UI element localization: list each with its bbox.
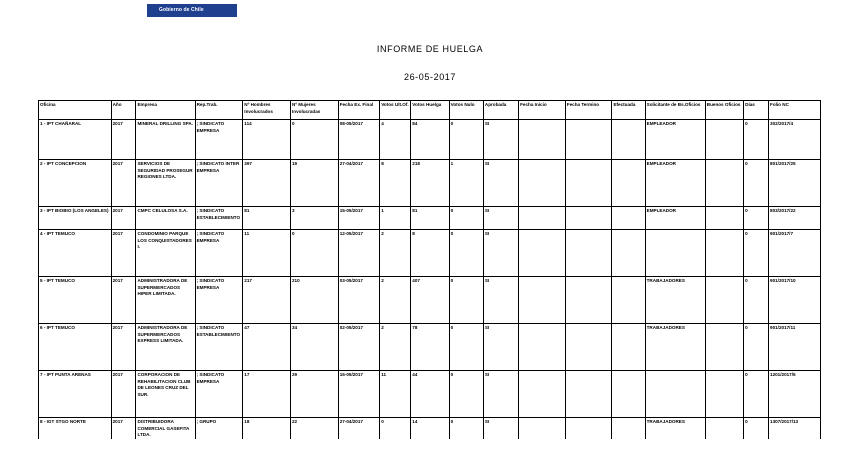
col-header-solicitante: Solicitante de Bs.Oficios [645,101,705,120]
cell-votos-huelga: 218 [411,160,449,207]
cell-oficina: 3 - IPT BIOBIO (LOS ANGELES) [39,207,112,230]
cell-folio-nc: 901/2017/11 [769,324,821,371]
cell-mujeres: 210 [291,277,339,324]
cell-solicitante: TRABAJADORES [645,418,705,439]
cell-fecha-ex-final: 03-05/2017 [338,277,379,324]
cell-anio: 2017 [111,160,136,207]
cell-empresa: CONDOMINIO PARQUE LOS CONQUISTADORES I. [136,230,195,277]
cell-rep-trab: ; SINDICATO ESTABLECIMIENTO [195,207,243,230]
cell-fecha-termino [565,371,612,418]
cell-efectuada [612,230,645,277]
col-header-fecha-ex-final: Fecha Ex. Final [338,101,379,120]
cell-buenos-oficios [705,418,743,439]
cell-aprobada: SI [483,324,518,371]
cell-solicitante [645,371,705,418]
cell-votos-ult-of: 8 [380,160,411,207]
cell-votos-ult-of: 4 [380,120,411,160]
cell-folio-nc: 1307/2017/13 [769,418,821,439]
report-date: 26-05-2017 [403,72,457,82]
cell-votos-huelga: 81 [411,207,449,230]
cell-efectuada [612,207,645,230]
col-header-mujeres: Nº Mujeres Involucradas [291,101,339,120]
cell-mujeres: 22 [291,418,339,439]
cell-votos-ult-of: 2 [380,324,411,371]
cell-mujeres: 29 [291,371,339,418]
col-header-votos-huelga: Votos Huelga [411,101,449,120]
table-row [39,207,821,230]
col-header-aprobada: Aprobada [483,101,518,120]
cell-fecha-inicio [519,160,566,207]
cell-folio-nc: 901/2017/10 [769,277,821,324]
col-header-fecha-inicio: Fecha Inicio [519,101,566,120]
col-header-dias: Días [744,101,769,120]
cell-oficina: 8 - IGT STGO NORTE [39,418,112,439]
cell-efectuada [612,160,645,207]
col-header-fecha-termino: Fecha Termino [565,101,612,120]
cell-solicitante: EMPLEADOR [645,120,705,160]
cell-dias: 0 [744,277,769,324]
table-row [39,371,821,418]
table-row [39,324,821,371]
logo-text: Gobierno de Chile [159,7,204,13]
cell-efectuada [612,120,645,160]
cell-folio-nc: 302/2017/4 [769,120,821,160]
cell-empresa: DISTRIBUIDORA COMERCIAL GASEFITA LTDA. [136,418,195,439]
table-row [39,160,821,207]
cell-anio: 2017 [111,418,136,439]
table-row [39,230,821,277]
cell-fecha-termino [565,207,612,230]
cell-oficina: 1 - IPT CHAÑARAL [39,120,112,160]
cell-rep-trab: ; SINDICATO EMPRESA [195,230,243,277]
strike-report-table [38,100,821,439]
report-title: INFORME DE HUELGA [376,44,484,54]
cell-aprobada: SI [483,277,518,324]
cell-hombres: 18 [243,418,291,439]
cell-efectuada [612,371,645,418]
cell-hombres: 217 [243,277,291,324]
col-header-empresa: Empresa [136,101,195,120]
cell-aprobada: SI [483,160,518,207]
cell-oficina: 4 - IPT TEMUCO [39,230,112,277]
cell-aprobada: SI [483,230,518,277]
cell-mujeres: 3 [291,207,339,230]
cell-fecha-ex-final: 12-05/2017 [338,230,379,277]
cell-efectuada [612,324,645,371]
cell-rep-trab: ; SINDICATO INTER EMPRESA [195,160,243,207]
cell-fecha-inicio [519,277,566,324]
cell-fecha-inicio [519,207,566,230]
cell-anio: 2017 [111,120,136,160]
cell-dias: 0 [744,207,769,230]
cell-buenos-oficios [705,371,743,418]
cell-folio-nc: 901/2017/7 [769,230,821,277]
table-row [39,120,821,160]
cell-fecha-ex-final: 15-05/2017 [338,207,379,230]
cell-hombres: 114 [243,120,291,160]
cell-aprobada: SI [483,418,518,439]
cell-dias: 0 [744,230,769,277]
cell-empresa: ADMINISTRADORA DE SUPERMERCADOS EXPRESS LIMITADA. [136,324,195,371]
cell-dias: 0 [744,120,769,160]
table-row [39,277,821,324]
cell-fecha-inicio [519,120,566,160]
cell-votos-nulo: 0 [449,277,483,324]
col-header-efectuada: Efectuada [612,101,645,120]
cell-mujeres: 34 [291,324,339,371]
cell-fecha-termino [565,324,612,371]
cell-solicitante: EMPLEADOR [645,160,705,207]
cell-fecha-inicio [519,371,566,418]
cell-votos-nulo: 0 [449,371,483,418]
cell-anio: 2017 [111,371,136,418]
cell-folio-nc: 803/2017/22 [769,207,821,230]
cell-mujeres: 19 [291,160,339,207]
cell-fecha-termino [565,230,612,277]
cell-buenos-oficios [705,207,743,230]
cell-aprobada: SI [483,207,518,230]
cell-rep-trab: ; SINDICATO EMPRESA [195,120,243,160]
cell-solicitante: TRABAJADORES [645,277,705,324]
col-header-buenos-oficios: Buenos Oficios [705,101,743,120]
cell-empresa: SERVICIOS DE SEGURIDAD PROSEGUR REGIONES LTDA. [136,160,195,207]
cell-fecha-inicio [519,230,566,277]
cell-buenos-oficios [705,160,743,207]
cell-solicitante: TRABAJADORES [645,324,705,371]
cell-oficina: 2 - IPT CONCEPCION [39,160,112,207]
cell-dias: 0 [744,418,769,439]
cell-votos-huelga: 78 [411,324,449,371]
cell-fecha-ex-final: 08-05/2017 [338,120,379,160]
cell-mujeres: 0 [291,230,339,277]
table-row [39,418,821,439]
cell-votos-huelga: 8 [411,230,449,277]
cell-folio-nc: 801/2017/25 [769,160,821,207]
cell-buenos-oficios [705,324,743,371]
cell-empresa: CMPC CELULOSA S.A. [136,207,195,230]
cell-votos-nulo: 0 [449,418,483,439]
cell-votos-huelga: 44 [411,371,449,418]
cell-dias: 0 [744,371,769,418]
cell-aprobada: SI [483,371,518,418]
cell-anio: 2017 [111,207,136,230]
cell-oficina: 5 - IPT TEMUCO [39,277,112,324]
cell-buenos-oficios [705,277,743,324]
cell-dias: 0 [744,160,769,207]
cell-aprobada: SI [483,120,518,160]
cell-empresa: CORPORACION DE REHABILITACION CLUB DE LEONES CRUZ DEL SUR. [136,371,195,418]
cell-votos-nulo: 0 [449,324,483,371]
cell-votos-huelga: 407 [411,277,449,324]
cell-votos-huelga: 14 [411,418,449,439]
cell-votos-nulo: 0 [449,230,483,277]
cell-fecha-ex-final: 27-04/2017 [338,418,379,439]
cell-votos-nulo: 0 [449,207,483,230]
col-header-oficina: Oficina [39,101,112,120]
col-header-votos-ult-of: Votos Ult.Of. [380,101,411,120]
cell-votos-ult-of: 0 [380,418,411,439]
cell-votos-ult-of: 2 [380,230,411,277]
cell-efectuada [612,418,645,439]
cell-buenos-oficios [705,230,743,277]
cell-solicitante [645,230,705,277]
cell-rep-trab: ; SINDICATO ESTABLECIMIENTO [195,324,243,371]
cell-votos-ult-of: 11 [380,371,411,418]
cell-votos-ult-of: 2 [380,277,411,324]
cell-rep-trab: ; SINDICATO EMPRESA [195,277,243,324]
cell-fecha-inicio [519,324,566,371]
cell-hombres: 17 [243,371,291,418]
cell-hombres: 11 [243,230,291,277]
cell-oficina: 6 - IPT TEMUCO [39,324,112,371]
cell-empresa: ADMINISTRADORA DE SUPERMERCADOS HIPER LIMITADA. [136,277,195,324]
table-header-row [39,101,821,120]
cell-empresa: MINERAL DRILLING SPA. [136,120,195,160]
cell-fecha-ex-final: 15-05/2017 [338,371,379,418]
cell-hombres: 81 [243,207,291,230]
cell-dias: 0 [744,324,769,371]
col-header-hombres: Nº Hombres Involucrados [243,101,291,120]
cell-anio: 2017 [111,324,136,371]
cell-anio: 2017 [111,230,136,277]
cell-fecha-termino [565,160,612,207]
cell-rep-trab: ; GRUPO [195,418,243,439]
cell-votos-nulo: 0 [449,120,483,160]
cell-votos-nulo: 1 [449,160,483,207]
cell-anio: 2017 [111,277,136,324]
col-header-votos-nulo: Votos Nulo [449,101,483,120]
col-header-anio: Año [111,101,136,120]
cell-hombres: 397 [243,160,291,207]
col-header-folio-nc: Folio NC [769,101,821,120]
cell-votos-ult-of: 1 [380,207,411,230]
cell-fecha-ex-final: 02-05/2017 [338,324,379,371]
cell-solicitante: EMPLEADOR [645,207,705,230]
col-header-rep-trab: Rep.Trab. [195,101,243,120]
cell-fecha-ex-final: 27-04/2017 [338,160,379,207]
cell-fecha-termino [565,120,612,160]
cell-rep-trab: ; SINDICATO EMPRESA [195,371,243,418]
cell-votos-huelga: 84 [411,120,449,160]
cell-buenos-oficios [705,120,743,160]
cell-mujeres: 0 [291,120,339,160]
cell-efectuada [612,277,645,324]
cell-oficina: 7 - IPT PUNTA ARENAS [39,371,112,418]
cell-fecha-inicio [519,418,566,439]
cell-hombres: 47 [243,324,291,371]
cell-fecha-termino [565,418,612,439]
cell-fecha-termino [565,277,612,324]
cell-folio-nc: 1201/2017/5 [769,371,821,418]
